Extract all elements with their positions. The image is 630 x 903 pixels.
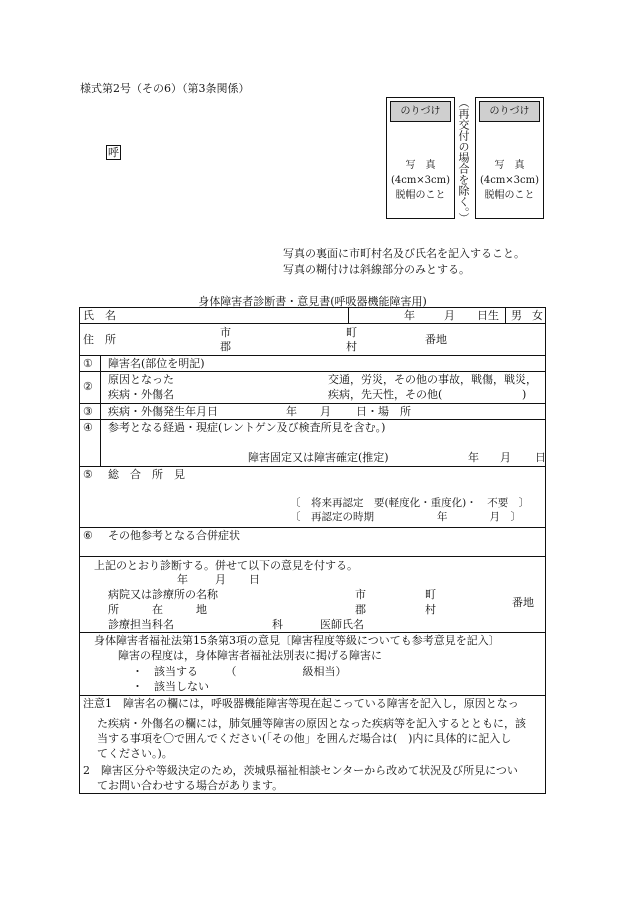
hospital-location-label: 所 在 地	[108, 603, 207, 616]
opinion-applicable[interactable]: ・ 該当する （ 級相当）	[132, 665, 347, 678]
diagnosis-statement: 上記のとおり診断する。併せて以下の意見を付する。	[94, 559, 358, 572]
form-id: 様式第2号（その6）（第3条関係）	[80, 82, 250, 95]
photo-box-left	[386, 97, 455, 219]
department-suffix: 科	[272, 618, 283, 631]
fixed-date-label: 障害固定又は障害確定(推定)	[248, 451, 389, 464]
onset-date-label: 疾病・外傷発生年月日	[108, 405, 218, 418]
village-label: 村	[346, 340, 357, 353]
row-number: ①	[83, 357, 93, 370]
birth-year-label: 年	[404, 309, 415, 322]
photo-size: (4cm×3cm)	[390, 175, 451, 186]
paste-area-label: のりづけ	[390, 101, 451, 122]
row-number: ⑤	[83, 468, 93, 481]
cause-options-1[interactable]: 交通，労災，その他の事故，戦傷，戦災，	[328, 373, 537, 386]
name-label: 氏 名	[83, 309, 116, 322]
doctor-name-label: 医師氏名	[320, 618, 364, 631]
cause-close-paren: )	[522, 388, 527, 401]
department-label: 診療担当科名	[108, 618, 174, 631]
photo-instruction: 脱帽のこと	[395, 190, 446, 201]
opinion-statement: 障害の程度は，身体障害者福祉法別表に掲げる障害に	[118, 649, 382, 662]
cause-label-1: 原因となった	[108, 373, 174, 386]
onset-month-label: 月	[320, 405, 331, 418]
overall-findings-label: 総 合 所 見	[108, 468, 185, 481]
fixed-month-label: 月	[500, 451, 511, 464]
town-label: 町	[425, 588, 436, 601]
sex-female[interactable]: 女	[532, 309, 543, 322]
city-label: 市	[355, 588, 366, 601]
diagnosis-month-label: 月	[215, 573, 226, 586]
note-2-line-2: てお問い合わせする場合があります。	[97, 779, 284, 792]
row-number: ④	[83, 421, 93, 434]
address-label: 住 所	[83, 333, 116, 346]
form-title: 身体障害者診断書・意見書(呼吸器機能障害用)	[198, 295, 427, 308]
lot-number-label: 番地	[512, 596, 534, 609]
opinion-not-applicable[interactable]: ・ 該当しない	[132, 680, 209, 693]
hospital-name-label: 病院又は診療所の名称	[108, 588, 218, 601]
row-number: ②	[83, 380, 93, 393]
onset-day-place-label: 日・場 所	[356, 405, 411, 418]
note-1-line-3: 当する事項を〇で囲んでください(「その他」を囲んだ場合は( )内に具体的に記入し	[97, 732, 512, 745]
photo-size: (4cm×3cm)	[479, 175, 540, 186]
row-number: ③	[83, 405, 93, 418]
note-2-line-1: 2 障害区分や等級決定のため，茨城県福祉相談センターから改めて状況及び所見につい	[83, 764, 518, 777]
re-certification-period[interactable]: 〔 再認定の時期 年 月 〕	[290, 511, 521, 523]
diagnosis-year-label: 年	[177, 573, 188, 586]
photo-note-1: 写真の裏面に市町村名及び氏名を記入すること。	[283, 247, 525, 260]
district-label: 郡	[355, 603, 366, 616]
reissue-note: （再交付の場合を除く。）	[457, 97, 470, 224]
sex-male[interactable]: 男	[511, 309, 522, 322]
lot-number-label: 番地	[425, 333, 447, 346]
photo-instruction: 脱帽のこと	[484, 190, 535, 201]
village-label: 村	[425, 603, 436, 616]
disability-name-label: 障害名(部位を明記)	[108, 357, 205, 370]
re-certification-need[interactable]: 〔 将来再認定 要(軽度化・重度化)・ 不要 〕	[290, 497, 530, 509]
district-label: 郡	[220, 340, 231, 353]
respiratory-mark: 呼	[108, 146, 119, 159]
town-label: 町	[346, 326, 357, 339]
note-1-line-1: 注意1 障害名の欄には，呼吸器機能障害等現在起こっている障害を記入し，原因となっ	[83, 697, 519, 710]
photo-label: 写真	[494, 160, 535, 171]
complications-label: その他参考となる合併症状	[108, 529, 240, 542]
photo-box-right	[475, 97, 544, 219]
row-number: ⑥	[83, 529, 93, 542]
birth-month-label: 月	[444, 309, 455, 322]
opinion-heading: 身体障害者福祉法第15条第3項の意見〔障害程度等級についても参考意見を記入〕	[94, 634, 500, 647]
note-1-line-2: た疾病・外傷名の欄には，肺気腫等障害の原因となった疾病等を記入するとともに，該	[97, 717, 526, 730]
fixed-day-label: 日	[535, 451, 546, 464]
onset-year-label: 年	[286, 405, 297, 418]
cause-options-2[interactable]: 疾病，先天性，その他(	[328, 388, 443, 401]
photo-label: 写真	[405, 160, 446, 171]
diagnosis-day-label: 日	[249, 573, 260, 586]
cause-label-2: 疾病・外傷名	[108, 388, 174, 401]
photo-note-2: 写真の糊付けは斜線部分のみとする。	[283, 263, 470, 276]
paste-area-label: のりづけ	[479, 101, 540, 122]
fixed-year-label: 年	[468, 451, 479, 464]
birth-day-label: 日生	[477, 309, 499, 322]
history-label: 参考となる経過・現症(レントゲン及び検査所見を含む。)	[108, 421, 386, 434]
city-label: 市	[220, 326, 231, 339]
form-table	[79, 307, 546, 794]
note-1-line-4: てください。)。	[97, 747, 173, 760]
